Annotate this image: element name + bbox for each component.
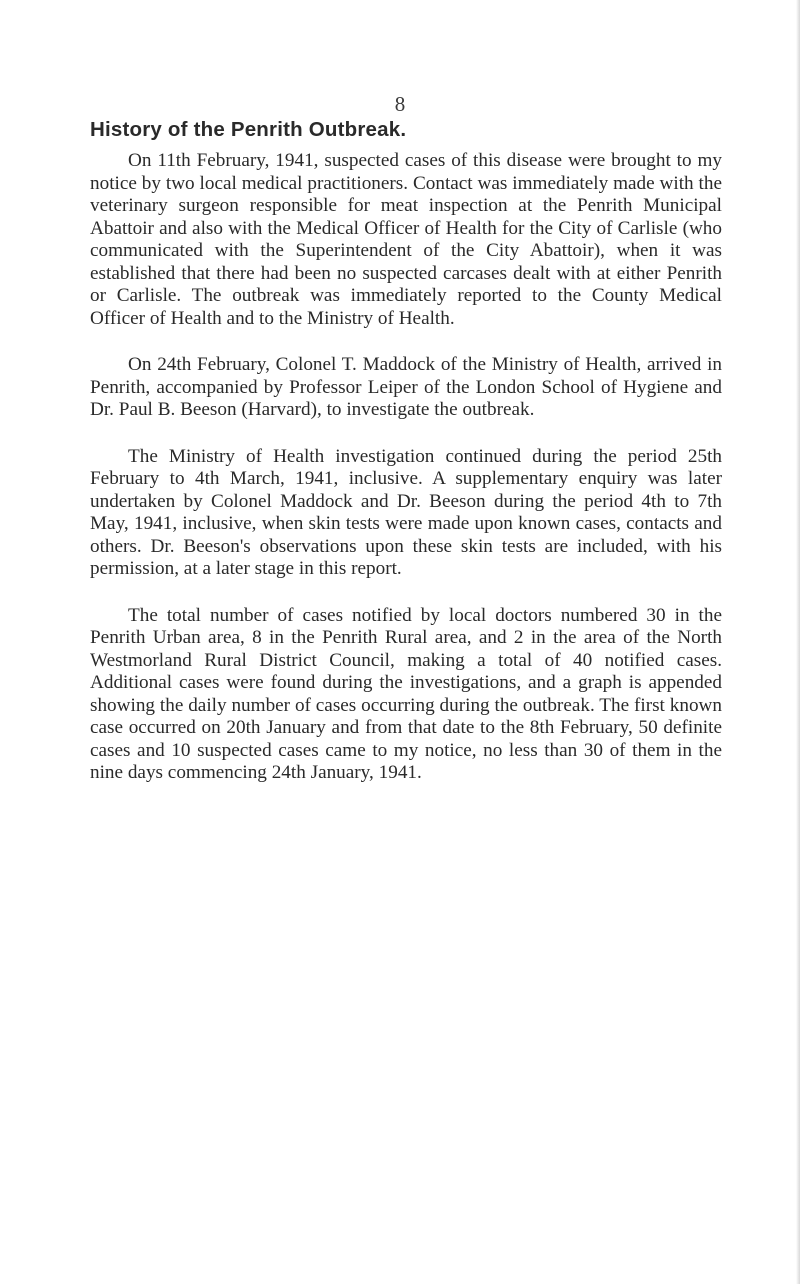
body-text bbox=[90, 150, 722, 809]
page-edge bbox=[796, 0, 800, 1284]
paragraph-initial-notification: On 11th February, 1941, suspected cases of this disease were brought to my notice by two local medical practitioners. Contact was immediately made with the veterinary surgeon responsible for meat inspection at the Penrith Municipal Abattoir and also with the Medical Officer of Health for the City of Carlisle (who communicated with the Superintendent of the City Abattoir), when it was established that there had been no suspected carcases dealt with at either Penrith or Carlisle. The outbreak was immediately reported to the County Medical Officer of Health and to the Ministry of Health. bbox=[90, 150, 722, 329]
page-number: 8 bbox=[394, 92, 406, 116]
paragraph-case-totals: The total number of cases notified by local doctors numbered 30 in the Penrith Urban area, 8 in the Penrith Rural area, and 2 in the area of the North Westmorland Rural District Council, making a total of 40 notified cases. Additional cases were found during the investigations, and a graph is appended showing the daily number of cases occurring during the outbreak. The first known case occurred on 20th January and from that date to the 8th February, 50 definite cases and 10 suspected cases came to my notice, no less than 30 of them in the nine days commencing 24th January, 1941. bbox=[90, 604, 722, 783]
paragraph-investigation-period: The Ministry of Health investigation continued during the period 25th February to 4th March, 1941, inclusive. A supplementary enquiry was later undertaken by Colonel Maddock and Dr. Beeson during the period 4th to 7th May, 1941, inclusive, when skin tests were made upon known cases, contacts and others. Dr. Beeson's observations upon these skin tests are included, with his permission, at a later stage in this report. bbox=[90, 445, 722, 579]
paragraph-ministry-arrival: On 24th February, Colonel T. Maddock of the Ministry of Health, arrived in Penrith, accompanied by Professor Leiper of the London School of Hygiene and Dr. Paul B. Beeson (Harvard), to investigate the outbreak. bbox=[90, 354, 722, 420]
section-heading: History of the Penrith Outbreak. bbox=[90, 118, 407, 141]
